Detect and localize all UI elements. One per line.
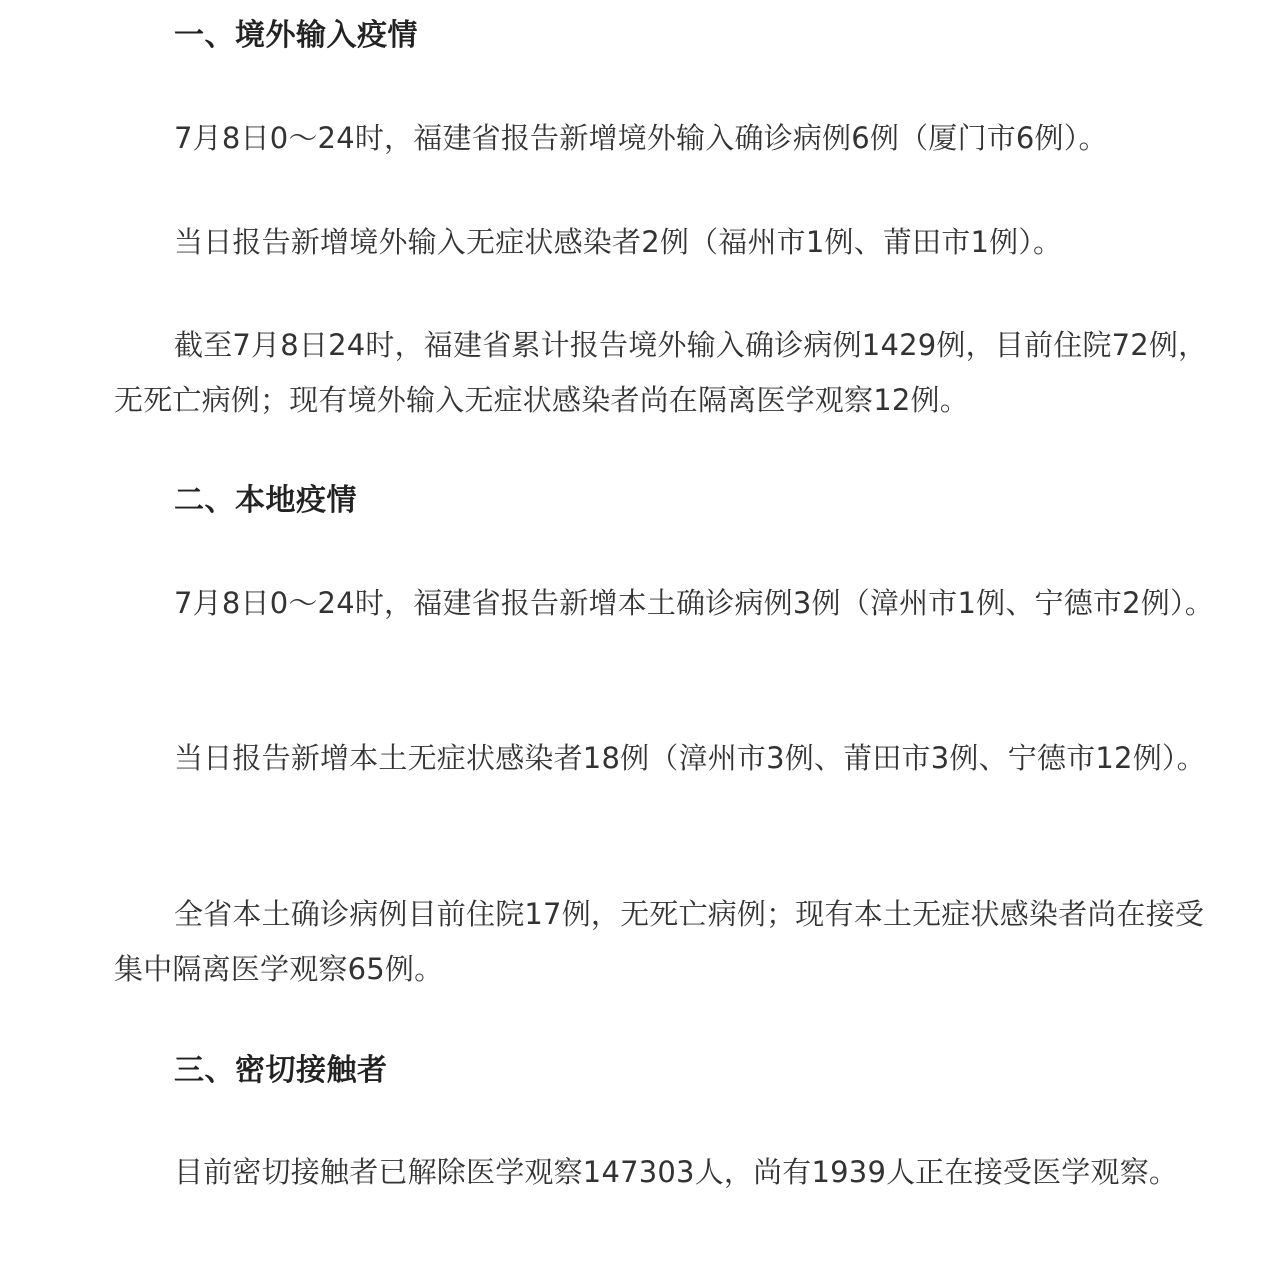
paragraph-local-asymptomatic: 当日报告新增本土无症状感染者18例（漳州市3例、莆田市3例、宁德市12例）。 [174,741,1206,775]
paragraph-local-hospitalized: 全省本土确诊病例目前住院17例，无死亡病例；现有本土无症状感染者尚在接受集中隔离医学观察65例。 [114,897,1205,986]
paragraph-imported-confirmed: 7月8日0～24时，福建省报告新增境外输入确诊病例6例（厦门市6例）。 [174,121,1108,155]
paragraph-close-contacts: 目前密切接触者已解除医学观察147303人，尚有1939人正在接受医学观察。 [174,1155,1179,1189]
paragraph-imported-cumulative: 截至7月8日24时，福建省累计报告境外输入确诊病例1429例，目前住院72例，无死亡病例；现有境外输入无症状感染者尚在隔离医学观察12例。 [114,328,1208,417]
paragraph-local-confirmed: 7月8日0～24时，福建省报告新增本土确诊病例3例（漳州市1例、宁德市2例）。 [174,586,1214,620]
section-heading-close-contacts: 三、密切接触者 [174,1053,388,1088]
paragraph-imported-asymptomatic: 当日报告新增境外输入无症状感染者2例（福州市1例、莆田市1例）。 [174,225,1063,259]
section-heading-local: 二、本地疫情 [174,483,357,518]
section-heading-imported: 一、境外输入疫情 [174,18,418,53]
